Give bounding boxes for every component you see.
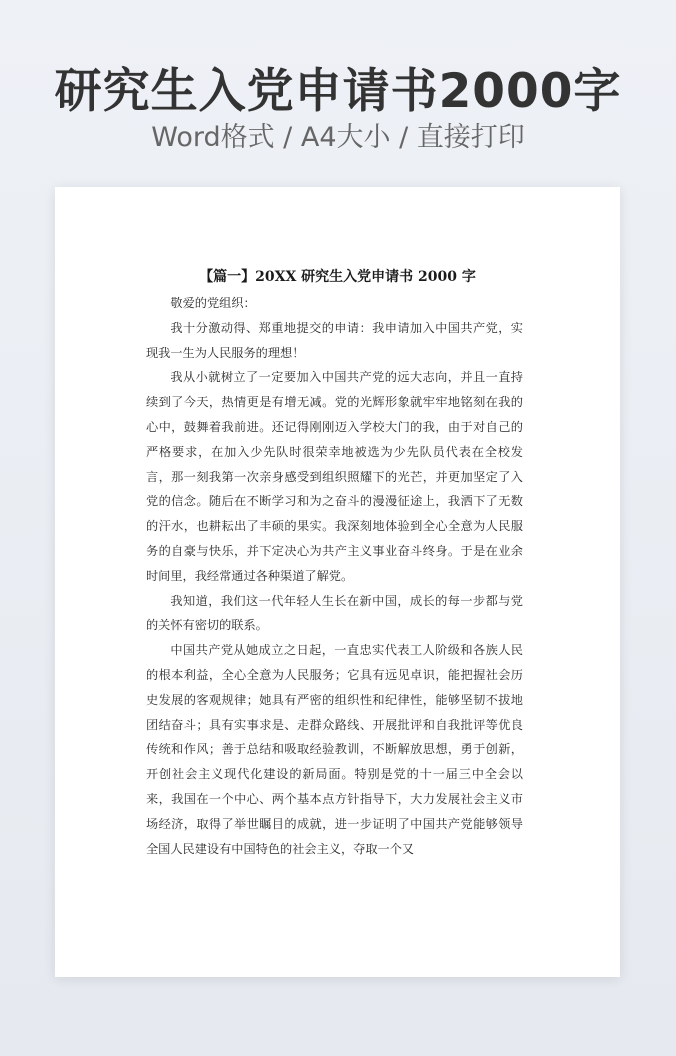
document-page — [55, 187, 620, 977]
document-body — [146, 291, 523, 861]
paragraph: 我从小就树立了一定要加入中国共产党的远大志向，并且一直持续到了今天，热情更是有增无减。党的光辉形象就牢牢地铭刻在我的心中，鼓舞着我前进。还记得刚刚迈入学校大门的我，由于对自己的严格要求，在加入少先队时很荣幸地被选为少先队员代表在全校发言，那一刻我第一次亲身感受到组织照耀下的光芒，并更加坚定了入党的信念。随后在不断学习和为之奋斗的漫漫征途上，我洒下了无数的汗水，也耕耘出了丰硕的果实。我深刻地体验到全心全意为人民服务的自豪与快乐，并下定决心为共产主义事业奋斗终身。于是在业余时间里，我经常通过各种渠道了解党。 — [146, 370, 523, 583]
page-subtitle: Word格式 / A4大小 / 直接打印 — [151, 122, 525, 153]
page-title: 研究生入党申请书2000字 — [54, 64, 622, 119]
salutation: 敬爱的党组织： — [170, 296, 256, 310]
paragraph: 我知道，我们这一代年轻人生长在新中国，成长的每一步都与党的关怀有密切的联系。 — [146, 593, 523, 633]
document-heading: 【篇一】20XX 研究生入党申请书 2000 字 — [199, 269, 476, 285]
paragraph: 我十分激动得、郑重地提交的申请：我申请加入中国共产党，实现我一生为人民服务的理想！ — [146, 320, 523, 360]
paragraph: 中国共产党从她成立之日起，一直忠实代表工人阶级和各族人民的根本利益，全心全意为人民服务；它具有远见卓识，能把握社会历史发展的客观规律；她具有严密的组织性和纪律性，能够坚韧不拔地团结奋斗；具有实事求是、走群众路线、开展批评和自我批评等优良传统和作风；善于总结和吸取经验教训，不断解放思想，勇于创新，开创社会主义现代化建设的新局面。特别是党的十一届三中全会以来，我国在一个中心、两个基本点方针指导下，大力发展社会主义市场经济，取得了举世瞩目的成就，进一步证明了中国共产党能够领导全国人民建设有中国特色的社会主义，夺取一个又 — [146, 643, 523, 856]
